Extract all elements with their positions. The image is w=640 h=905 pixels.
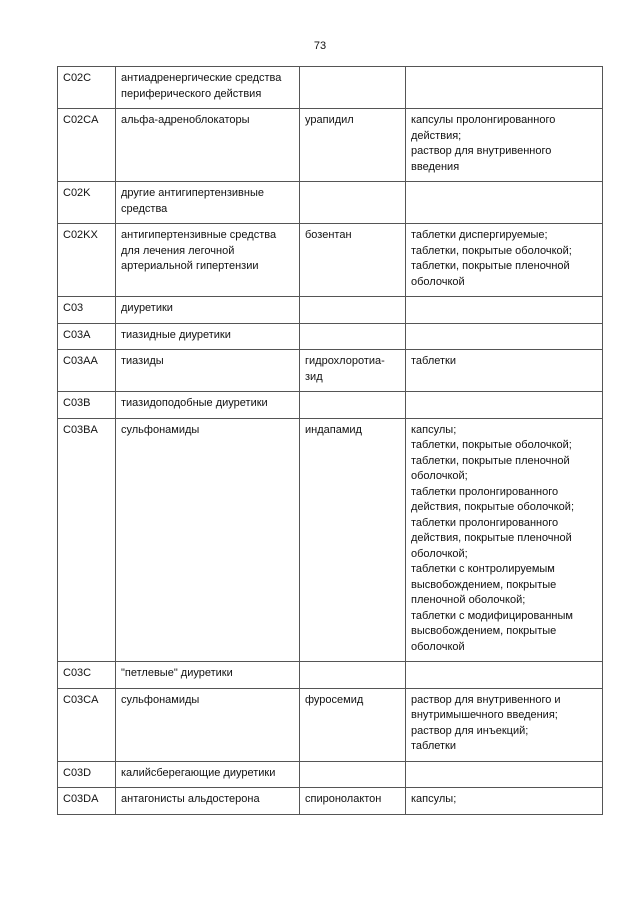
page-number: 73 [313,40,327,52]
atc-code-cell: C03B [58,392,116,419]
table-row [58,67,603,109]
table-row [58,761,603,788]
atc-code-cell: C03 [58,297,116,324]
drug-classification-table [57,66,603,815]
table-row [58,688,603,761]
drug-name-cell [300,392,406,419]
table-row [58,392,603,419]
dosage-form-cell [406,67,603,109]
group-name-cell: тиазидоподобные диуретики [116,392,300,419]
drug-name-cell: урапидил [300,109,406,182]
drug-name-cell: спиронолактон [300,788,406,815]
dosage-form-cell [406,392,603,419]
group-name-cell: диуретики [116,297,300,324]
group-name-cell: альфа-адреноблокаторы [116,109,300,182]
table-row [58,788,603,815]
atc-code-cell: C03AA [58,350,116,392]
dosage-form-cell: таблетки [406,350,603,392]
dosage-form-cell: капсулы пролонгированного действия; раствор для внутривенного введения [406,109,603,182]
table-row [58,224,603,297]
dosage-form-cell: таблетки диспергируемые; таблетки, покрытые оболочкой; таблетки, покрытые пленочной оболочкой [406,224,603,297]
atc-code-cell: C02KX [58,224,116,297]
atc-code-cell: C03DA [58,788,116,815]
table-row [58,297,603,324]
atc-code-cell: C03D [58,761,116,788]
table-row [58,109,603,182]
drug-name-cell [300,323,406,350]
dosage-form-cell [406,297,603,324]
group-name-cell: калийсберегающие диуретики [116,761,300,788]
atc-code-cell: C03CA [58,688,116,761]
table-row [58,350,603,392]
drug-name-cell [300,662,406,689]
dosage-form-cell [406,323,603,350]
group-name-cell: антагонисты альдостерона [116,788,300,815]
atc-code-cell: C03A [58,323,116,350]
dosage-form-cell: капсулы; таблетки, покрытые оболочкой; таблетки, покрытые пленочной оболочкой; таблетки пролонгированного действия, покрытые оболочкой; таблетки пролонгированного действия, покрытые пленочной оболочкой; таблетки с контролируемым высвобождением, покрытые пленочной оболочкой; таблетки с модифицированным высвобождением, покрытые оболочкой [406,418,603,662]
dosage-form-cell: раствор для внутривенного и внутримышечного введения; раствор для инъекций; таблетки [406,688,603,761]
drug-name-cell [300,182,406,224]
dosage-form-cell: капсулы; [406,788,603,815]
table-row [58,662,603,689]
table-row [58,182,603,224]
table-row [58,323,603,350]
drug-name-cell [300,297,406,324]
atc-code-cell: C03BA [58,418,116,662]
drug-name-cell: индапамид [300,418,406,662]
drug-name-cell: бозентан [300,224,406,297]
atc-code-cell: C02C [58,67,116,109]
group-name-cell: сульфонамиды [116,688,300,761]
group-name-cell: антигипертензивные средства для лечения легочной артериальной гипертензии [116,224,300,297]
group-name-cell: антиадренергические средства периферического действия [116,67,300,109]
atc-code-cell: C03C [58,662,116,689]
dosage-form-cell [406,662,603,689]
group-name-cell: "петлевые" диуретики [116,662,300,689]
group-name-cell: сульфонамиды [116,418,300,662]
drug-name-cell [300,761,406,788]
drug-name-cell: фуросемид [300,688,406,761]
group-name-cell: тиазиды [116,350,300,392]
drug-name-cell: гидрохлоротиа- зид [300,350,406,392]
atc-code-cell: C02K [58,182,116,224]
drug-name-cell [300,67,406,109]
dosage-form-cell [406,182,603,224]
group-name-cell: тиазидные диуретики [116,323,300,350]
table-body [58,67,603,815]
table-row [58,418,603,662]
dosage-form-cell [406,761,603,788]
atc-code-cell: C02CA [58,109,116,182]
group-name-cell: другие антигипертензивные средства [116,182,300,224]
